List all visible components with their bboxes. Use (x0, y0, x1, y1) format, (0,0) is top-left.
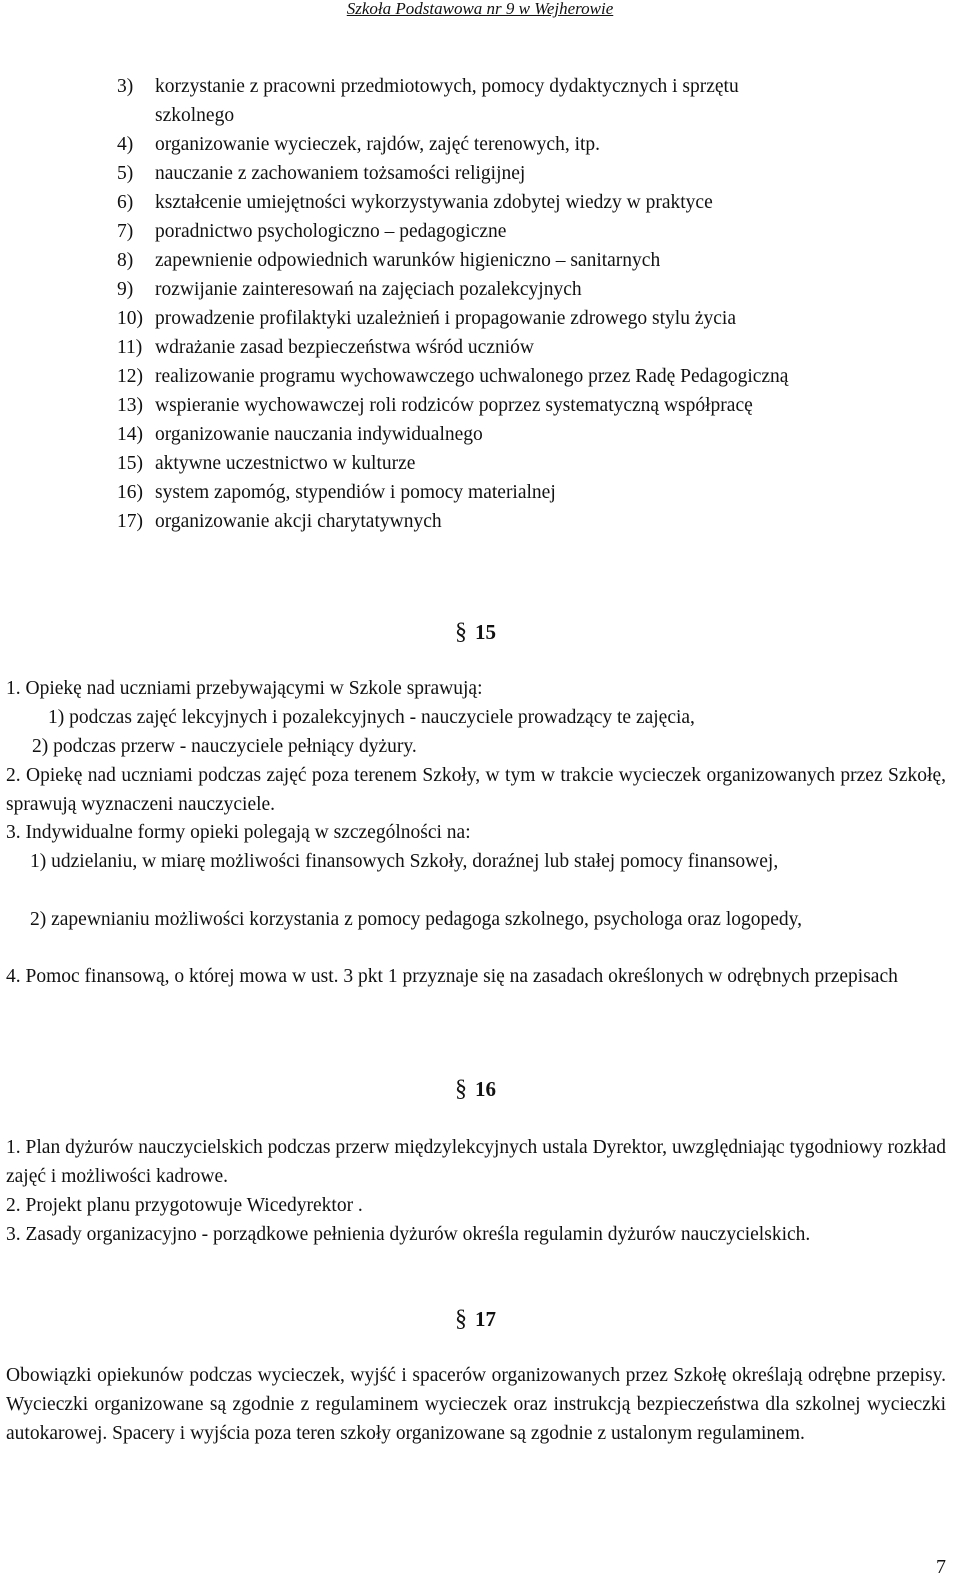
list-item-number: 3) (117, 76, 134, 97)
section-number: 15 (475, 620, 496, 644)
s16-paragraph-3: 3. Zasady organizacyjno - porządkowe pełnienia dyżurów określa regulamin dyżurów nauczycielskich. (6, 1224, 811, 1245)
list-item-number: 6) (117, 192, 134, 213)
list-item (117, 333, 947, 362)
section-heading-16 (455, 1074, 496, 1104)
section-sign: § (455, 1076, 467, 1102)
list-item (117, 217, 947, 246)
s15-p3-item-1-text: 1) udzielaniu, w miarę możliwości finansowych Szkoły, doraźnej lub stałej pomocy finansowej, (30, 851, 779, 872)
list-item-text: poradnictwo psychologiczno – pedagogiczne (155, 221, 507, 242)
list-item-text: system zapomóg, stypendiów i pomocy materialnej (155, 482, 556, 503)
list-item-text: realizowanie programu wychowawczego uchwalonego przez Radę Pedagogiczną (155, 366, 789, 387)
section-number: 17 (475, 1307, 496, 1331)
list-item-text: zapewnienie odpowiednich warunków higieniczno – sanitarnych (155, 250, 661, 271)
list-item (117, 362, 947, 391)
s15-paragraph-2: 2. Opiekę nad uczniami podczas zajęć poza terenem Szkoły, w tym w trakcie wycieczek organizowanych przez Szkołę, sprawują wyznaczeni nauczyciele. (6, 765, 946, 815)
s15-paragraph-1: 1. Opiekę nad uczniami przebywającymi w Szkole sprawują: (6, 678, 483, 699)
list-item (117, 130, 947, 159)
list-item-number: 9) (117, 279, 134, 300)
s15-paragraph-4: 4. Pomoc finansową, o której mowa w ust. 3 pkt 1 przyznaje się na zasadach określonych w odrębnych przepisach (6, 966, 898, 987)
list-item-text: kształcenie umiejętności wykorzystywania zdobytej wiedzy w praktyce (155, 192, 713, 213)
care-forms-list (117, 72, 947, 536)
section-number: 16 (475, 1077, 496, 1101)
section-heading-17 (455, 1304, 496, 1334)
list-item-text: korzystanie z pracowni przedmiotowych, pomocy dydaktycznych i sprzętu szkolnego (155, 76, 739, 126)
s15-p3-item-1 (12, 847, 946, 876)
list-item (117, 391, 947, 420)
s16-paragraph-1: 1. Plan dyżurów nauczycielskich podczas przerw międzylekcyjnych ustala Dyrektor, uwzględniając tygodniowy rozkład zajęć i możliwości kadrowe. (6, 1137, 946, 1187)
list-item (117, 72, 947, 130)
list-item-number: 14) (117, 424, 143, 445)
list-item-text: rozwijanie zainteresowań na zajęciach pozalekcyjnych (155, 279, 582, 300)
list-item (117, 420, 947, 449)
list-item-number: 11) (117, 337, 143, 358)
s15-p3-item-2 (30, 905, 910, 934)
list-item-text: wspieranie wychowawczej roli rodziców poprzez systematyczną współpracę (155, 395, 753, 416)
page-number: 7 (936, 1556, 946, 1578)
list-item-text: prowadzenie profilaktyki uzależnień i propagowanie zdrowego stylu życia (155, 308, 736, 329)
list-item-number: 10) (117, 308, 143, 329)
s15-p1-item-2: 2) podczas przerw - nauczyciele pełniący dyżury. (32, 736, 417, 757)
section-sign: § (455, 619, 467, 645)
list-item-number: 8) (117, 250, 134, 271)
list-item-text: nauczanie z zachowaniem tożsamości religijnej (155, 163, 526, 184)
list-item (117, 449, 947, 478)
list-item-text: aktywne uczestnictwo w kulturze (155, 453, 416, 474)
list-item-number: 5) (117, 163, 134, 184)
list-item-text: organizowanie nauczania indywidualnego (155, 424, 483, 445)
list-item (117, 507, 947, 536)
list-item-number: 15) (117, 453, 143, 474)
list-item-number: 4) (117, 134, 134, 155)
list-item (117, 188, 947, 217)
s15-p3-item-2-text: 2) zapewnianiu możliwości korzystania z pomocy pedagoga szkolnego, psychologa oraz logopedy, (30, 909, 803, 930)
list-item-text: organizowanie akcji charytatywnych (155, 511, 442, 532)
list-item-number: 16) (117, 482, 143, 503)
s15-p1-item-1: 1) podczas zajęć lekcyjnych i pozalekcyjnych - nauczyciele prowadzący te zajęcia, (48, 707, 695, 728)
list-item (117, 478, 947, 507)
list-item (117, 275, 947, 304)
s16-paragraph-2: 2. Projekt planu przygotowuje Wicedyrektor . (6, 1195, 363, 1216)
s15-paragraph-3: 3. Indywidualne formy opieki polegają w szczególności na: (6, 822, 471, 843)
list-item-text: organizowanie wycieczek, rajdów, zajęć terenowych, itp. (155, 134, 601, 155)
s17-paragraph: Obowiązki opiekunów podczas wycieczek, wyjść i spacerów organizowanych przez Szkołę określają odrębne przepisy. Wycieczki organizowane są zgodnie z regulaminem wycieczek oraz instrukcją bezpieczeństwa dla szkolnej wycieczki autokarowej. Spacery i wyjścia poza teren szkoły organizowane są zgodnie z ustalonym regulaminem. (6, 1365, 946, 1444)
section-heading-15 (455, 617, 496, 647)
list-item-number: 13) (117, 395, 143, 416)
list-item (117, 304, 947, 333)
list-item (117, 246, 947, 275)
list-item-number: 17) (117, 511, 143, 532)
list-item-text: wdrażanie zasad bezpieczeństwa wśród uczniów (155, 337, 534, 358)
list-item-number: 7) (117, 221, 134, 242)
page-header: Szkoła Podstawowa nr 9 w Wejherowie (346, 0, 614, 18)
list-item (117, 159, 947, 188)
section-sign: § (455, 1306, 467, 1332)
list-item-number: 12) (117, 366, 143, 387)
